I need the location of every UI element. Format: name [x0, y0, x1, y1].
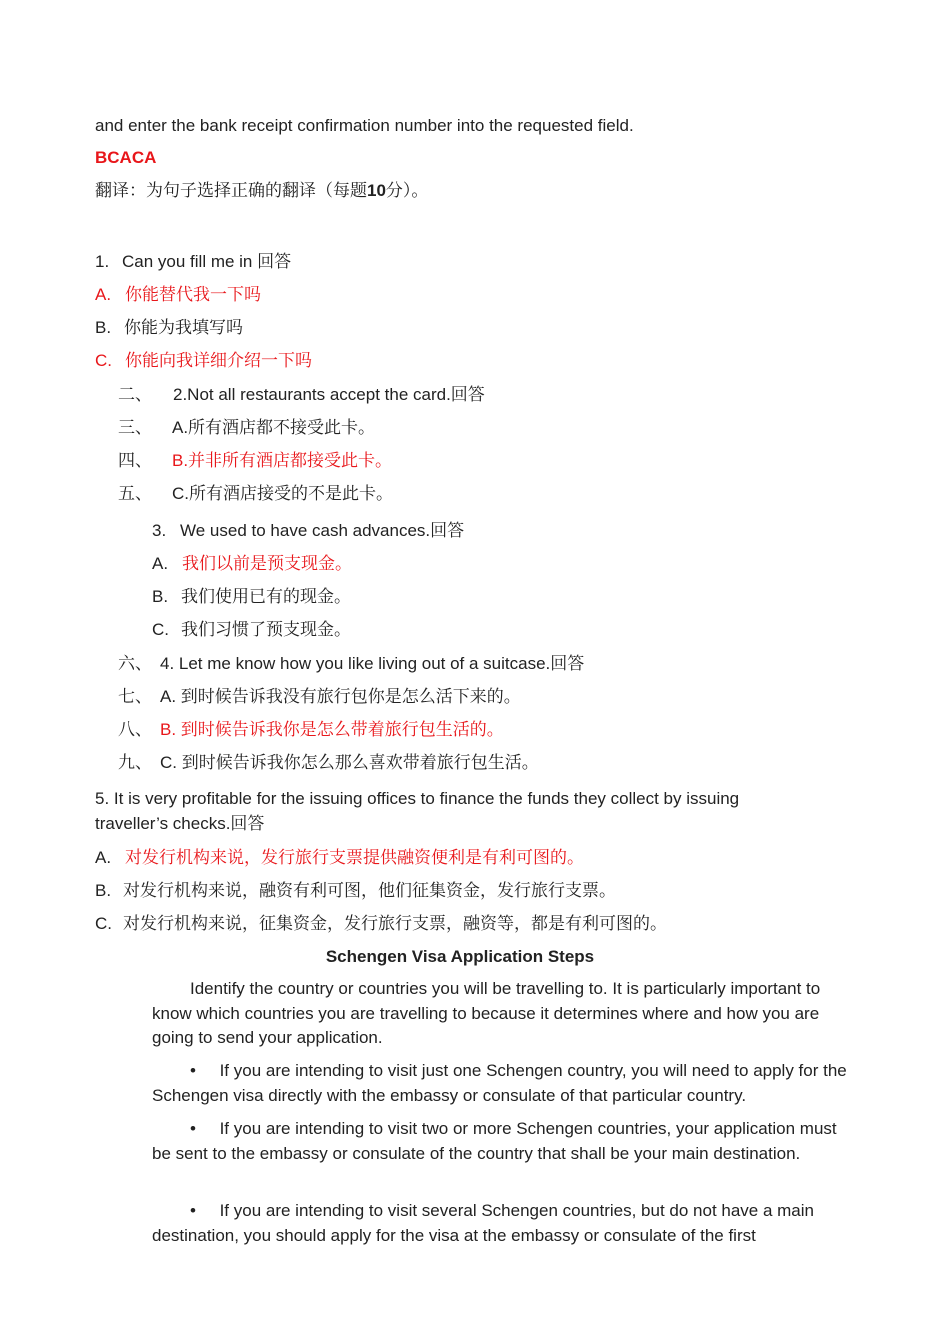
- q1-option-b: [95, 316, 243, 340]
- q5-option-b: [95, 879, 616, 903]
- option-text: 你能替代我一下吗: [125, 285, 261, 304]
- q2-option-a: [118, 416, 375, 440]
- q3-option-c: [152, 618, 351, 642]
- list-marker: 五、: [118, 484, 152, 503]
- option-label: C.: [160, 753, 177, 772]
- option-label: A.: [95, 848, 112, 867]
- option-label: C.: [95, 351, 112, 370]
- list-marker: 三、: [118, 418, 152, 437]
- q4-question-text: 4. Let me know how you like living out of a suitcase.回答: [160, 654, 585, 673]
- option-label: C.: [152, 620, 169, 639]
- answer-key: BCACA: [95, 148, 157, 167]
- option-text: 对发行机构来说，融资有利可图，他们征集资金，发行旅行支票。: [123, 881, 616, 900]
- option-text: 到时候告诉我你是怎么带着旅行包生活的。: [180, 720, 504, 739]
- bullet-text: If you are intending to visit just one Schengen country, you will need to apply for the Schengen visa directly with the embassy or consulate of that particular country.: [152, 1061, 847, 1105]
- q1-option-a: [95, 283, 261, 307]
- q5-question-line-2: traveller’s checks.回答: [95, 814, 265, 833]
- section-heading: Schengen Visa Application Steps: [325, 947, 595, 966]
- q4-option-b: [118, 718, 504, 742]
- option-label: B.: [95, 881, 112, 900]
- option-label: A.: [152, 554, 169, 573]
- bullet-item-1: [152, 1059, 852, 1108]
- instruction-prefix: 翻译：为句子选择正确的翻译（每题: [95, 181, 367, 200]
- option-text: B.并非所有酒店都接受此卡。: [172, 451, 393, 470]
- q2-option-b: [118, 449, 392, 473]
- q4-question: [118, 652, 584, 676]
- option-text: C.所有酒店接受的不是此卡。: [172, 484, 393, 503]
- bullet-item-3: [152, 1199, 852, 1248]
- option-label: B.: [95, 318, 112, 337]
- q3-number: 3.: [152, 521, 167, 540]
- instruction-line: [95, 179, 428, 203]
- schengen-intro: Identify the country or countries you will be travelling to. It is particularly important to know which countries you are travelling to because it determines where and how you are going to send your application.: [152, 979, 821, 1047]
- option-text: 我们使用已有的现金。: [181, 587, 351, 606]
- bullet-text: If you are intending to visit several Schengen countries, but do not have a main destination, you should apply for the visa at the embassy or consulate of the first: [152, 1201, 814, 1245]
- q4-option-c: [118, 751, 539, 775]
- list-marker: 六、: [118, 654, 152, 673]
- option-text: 我们习惯了预支现金。: [181, 620, 351, 639]
- bullet-icon: •: [190, 1201, 196, 1220]
- option-label: A.: [160, 687, 177, 706]
- option-label: A.: [95, 285, 112, 304]
- list-marker: 二、: [118, 385, 152, 404]
- q2-question: [118, 383, 485, 407]
- bullet-text: If you are intending to visit two or more Schengen countries, your application must be sent to the embassy or consulate of the country that shall be your main destination.: [152, 1119, 837, 1163]
- instruction-suffix: 分）。: [385, 181, 429, 200]
- option-text: A.所有酒店都不接受此卡。: [172, 418, 376, 437]
- option-label: C.: [95, 914, 112, 933]
- option-text: 到时候告诉我你怎么那么喜欢带着旅行包生活。: [181, 753, 539, 772]
- option-text: 我们以前是预支现金。: [182, 554, 352, 573]
- q1-question-text: Can you fill me in 回答: [122, 252, 292, 271]
- instruction-points: 10: [367, 181, 386, 200]
- bullet-icon: •: [190, 1119, 196, 1138]
- bullet-icon: •: [190, 1061, 196, 1080]
- q3-option-a: [152, 552, 352, 576]
- q2-question-text: 2.Not all restaurants accept the card.回答: [173, 385, 485, 404]
- q1-option-c: [95, 349, 312, 373]
- q5-option-c: [95, 912, 667, 936]
- q3-question-text: We used to have cash advances.回答: [180, 521, 465, 540]
- q1-number: 1.: [95, 252, 110, 271]
- option-text: 对发行机构来说，发行旅行支票提供融资便利是有利可图的。: [125, 848, 584, 867]
- list-marker: 七、: [118, 687, 152, 706]
- q1-question: [95, 250, 291, 274]
- option-text: 你能向我详细介绍一下吗: [125, 351, 312, 370]
- option-text: 对发行机构来说，征集资金，发行旅行支票，融资等，都是有利可图的。: [123, 914, 667, 933]
- option-label: B.: [152, 587, 169, 606]
- list-marker: 九、: [118, 753, 152, 772]
- q5-question-line-1: 5. It is very profitable for the issuing offices to finance the funds they collect by issuing: [95, 789, 740, 808]
- q4-option-a: [118, 685, 521, 709]
- option-text: 你能为我填写吗: [124, 318, 243, 337]
- intro-line: and enter the bank receipt confirmation number into the requested field.: [95, 116, 634, 135]
- option-label: B.: [160, 720, 177, 739]
- list-marker: 四、: [118, 451, 152, 470]
- bullet-item-2: [152, 1117, 842, 1166]
- q3-question: [152, 519, 464, 543]
- list-marker: 八、: [118, 720, 152, 739]
- q5-option-a: [95, 846, 584, 870]
- q2-option-c: [118, 482, 393, 506]
- q3-option-b: [152, 585, 351, 609]
- option-text: 到时候告诉我没有旅行包你是怎么活下来的。: [180, 687, 521, 706]
